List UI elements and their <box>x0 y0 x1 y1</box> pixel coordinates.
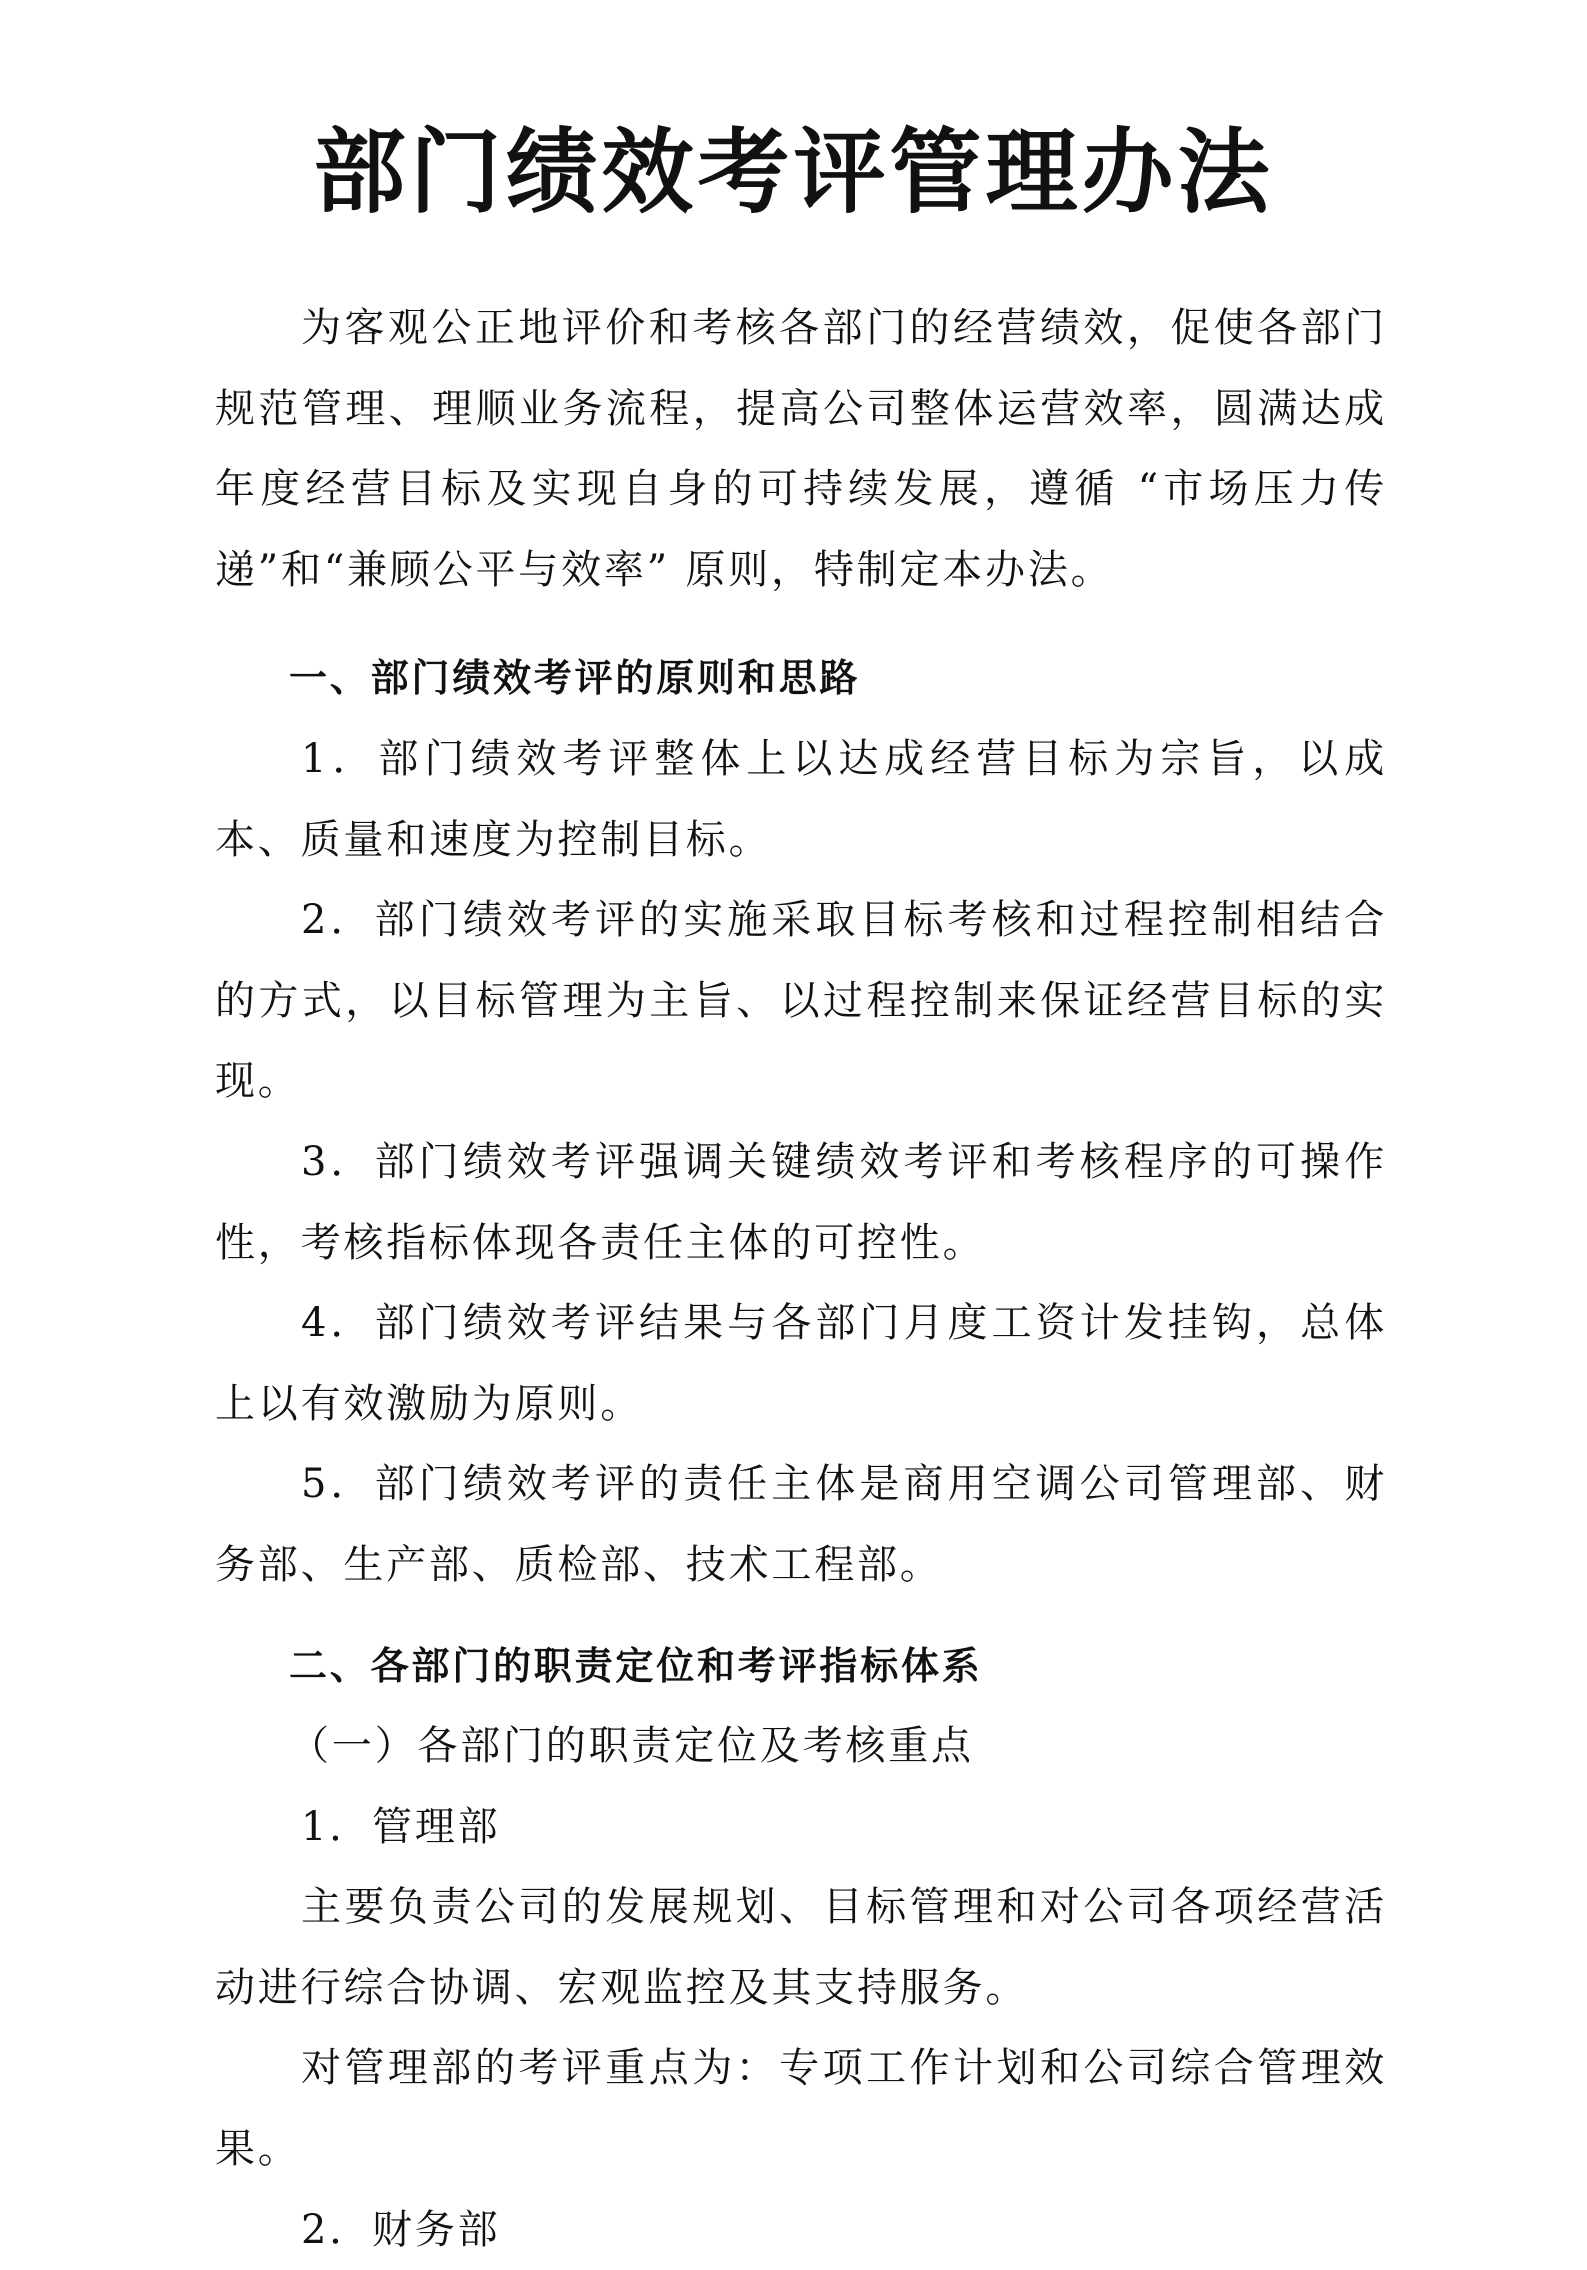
section-2-subheading: （一）各部门的职责定位及考核重点 <box>289 1723 974 1770</box>
dept-1-name: 1．管理部 <box>301 1803 501 1850</box>
dept-2-name: 2．财务部 <box>301 2206 501 2253</box>
section-1-item: 5．部门绩效考评的责任主体是商用空调公司管理部、财务部、生产部、质检部、技术工程部。 <box>215 1461 1387 1588</box>
section-1-heading: 一、部门绩效考评的原则和思路 <box>289 656 861 701</box>
section-1-item: 3．部门绩效考评强调关键绩效考评和考核程序的可操作性，考核指标体现各责任主体的可控性。 <box>215 1138 1387 1266</box>
section-2-heading: 二、各部门的职责定位和考评指标体系 <box>289 1643 983 1688</box>
section-1-item: 1．部门绩效考评整体上以达成经营目标为宗旨，以成本、质量和速度为控制目标。 <box>215 735 1387 863</box>
document-title: 部门绩效考评管理办法 <box>313 119 1274 226</box>
intro-paragraph: 为客观公正地评价和考核各部门的经营绩效，促使各部门规范管理、理顺业务流程，提高公司整体运营效率，圆满达成年度经营目标及实现自身的可持续发展，遵循 “市场压力传递”和“兼顾公平与效率” 原则，特制定本办法。 <box>215 305 1387 593</box>
section-1-item: 4．部门绩效考评结果与各部门月度工资计发挂钩，总体上以有效激励为原则。 <box>215 1300 1387 1427</box>
dept-1-focus: 对管理部的考评重点为：专项工作计划和公司综合管理效果。 <box>215 2045 1387 2173</box>
dept-1-duty: 主要负责公司的发展规划、目标管理和对公司各项经营活动进行综合协调、宏观监控及其支持服务。 <box>215 1884 1387 2011</box>
document-body <box>215 288 1387 2270</box>
section-1-item: 2．部门绩效考评的实施采取目标考核和过程控制相结合的方式，以目标管理为主旨、以过程控制来保证经营目标的实现。 <box>215 897 1387 1105</box>
